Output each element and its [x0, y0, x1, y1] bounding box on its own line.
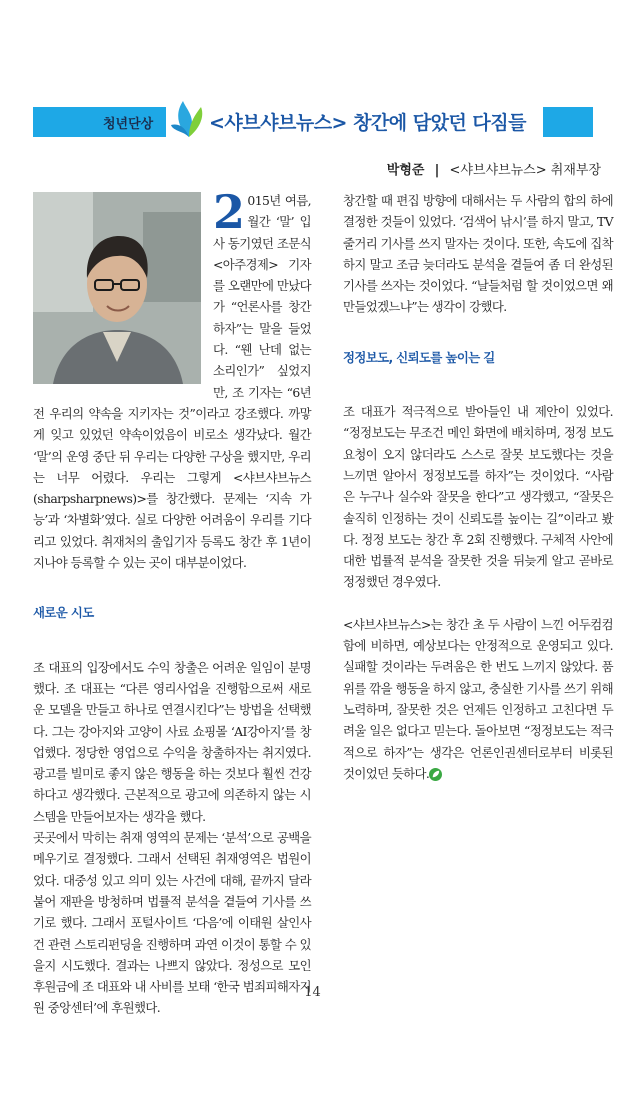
- author-photo: [33, 192, 201, 384]
- article-headline: <샤브샤브뉴스> 창간에 담았던 다짐들: [209, 112, 526, 134]
- right-column: [343, 190, 613, 784]
- header-band-right: [543, 107, 593, 137]
- author-role: <샤브샤브뉴스> 취재부장: [449, 163, 601, 178]
- paragraph-4: 창간할 때 편집 방향에 대해서는 두 사람의 합의 하에 결정한 것들이 있었다. ‘검색어 낚시’를 하지 말고, TV 줄거리 기사를 쓰지 말자는 것이다. 또한, 속도에 집착하지 말고 조금 늦더라도 분석을 곁들여 좀 더 완성된 기사를 쓰자는 것이었다. “날들처럼 할 것이었으면 왜 만들었겠느냐”는 생각이 강했다.: [343, 193, 613, 315]
- header-banner: [33, 107, 593, 137]
- author-name: 박형준: [386, 163, 425, 178]
- byline-separator: |: [434, 163, 440, 178]
- subhead-correction: 정정보도, 신뢰도를 높이는 길: [343, 349, 495, 365]
- page-number: 14: [304, 985, 321, 1000]
- paragraph-6-text: <샤브샤브뉴스>는 창간 초 두 사람이 느낀 어두컴컴함에 비하면, 예상보다는 안정적으로 운영되고 있다. 실패할 것이라는 두려움은 한 번도 느끼지 않았다. 품위를 깎을 행동을 하지 않고, 충실한 기사를 쓰기 위해 노력하며, 잘못한 것은 언제든 인정하고 고친다면 두려울 일은 없다고 믿는다. 돌아보면 “정정보도는 적극적으로 하자”는 생각은 언론인권센터로부터 비롯된 것이었던 듯하다.: [343, 616, 613, 781]
- dropcap: 2: [213, 185, 245, 239]
- paragraph-5: 조 대표가 적극적으로 받아들인 내 제안이 있었다. “정정보도는 무조건 메인 화면에 배치하며, 정정 보도 요청이 오지 않더라도 스스로 잘못 보도했다는 것을 느끼면 알아서 정정보도를 하자”는 것이었다. “사람은 누구나 실수와 잘못을 한다”고 생각했고, “잘못은 솔직히 인정하는 것이 신뢰도를 높이는 길”이라고 봤다. 정정 보도는 창간 후 2회 진행했다. 구체적 사안에 대한 법률적 분석을 잘못한 것을 뒤늦게 알고 곧바로 정정했던 경우였다.: [343, 404, 613, 590]
- byline: [387, 159, 601, 178]
- left-column: [33, 185, 311, 1019]
- leaf-end-icon: [429, 768, 442, 781]
- paragraph-2: 조 대표의 입장에서도 수익 창출은 어려운 일임이 분명했다. 조 대표는 “다른 영리사업을 진행함으로써 새로운 모델을 만들고 하나로 연결시킨다”는 방법을 선택했다. 그는 강아지와 고양이 사료 쇼핑몰 ‘AI강아지’를 창업했다. 정당한 영업으로 수익을 창출하자는 취지였다. 광고를 빌미로 좋지 않은 행동을 하는 것보다 훨씬 건강하다고 생각했다. 근본적으로 광고에 의존하지 않는 시스템을 만들어보자는 생각을 했다.: [33, 659, 311, 824]
- section-tag: 청년단상: [103, 117, 154, 132]
- subhead-new-attempt: 새로운 시도: [33, 605, 94, 621]
- paragraph-3: 곳곳에서 막히는 취재 영역의 문제는 ‘분석’으로 공백을 메우기로 결정했다. 그래서 선택된 취재영역은 법원이었다. 대중성 있고 의미 있는 사건에 대해, 끝까지 달라붙어 재판을 방청하며 법률적 분석을 곁들여 기사를 쓰기로 했다. 그래서 포털사이트 ‘다음’에 이태원 살인사건 관련 스토리펀딩을 진행하며 과연 이것이 통할 수 있을지 시도했다. 결과는 나쁘지 않았다. 정성으로 모인 후원금에 조 대표와 내 사비를 보태 ‘한국 범죄피해자지원 중앙센터’에 후원했다.: [33, 830, 311, 1016]
- portrait-illustration: [33, 192, 201, 384]
- paragraph-6: [343, 614, 613, 784]
- leaf-icon: [169, 97, 209, 141]
- lead-paragraph: 015년 여름, 월간 ‘말’ 입사 동기였던 조문식 <아주경제> 기자를 오랜만에 만났다가 “언론사를 창간하자”는 말을 들었다. “웬 난데 없는 소리인가” 싶었지만, 조 기자는 “6년 전 우리의 약속을 지키자는 것”이라고 강조했다. 까맣게 잊고 있었던 약속이었음이 비로소 생각났다. 월간 ‘말’의 운영 중단 뒤 우리는 다양한 구상을 했지만, 우리는 너무 어렸다. 우리는 그렇게 <샤브샤브뉴스 (sharpsharpnews)>를 창간했다. 문제는 ‘지속 가능’과 ‘차별화’였다. 실로 다양한 어려움이 우리를 기다리고 있었다. 취재처의 출입기자 등록도 창간 후 1년이 지나야 등록할 수 있는 곳이 대부분이었다.: [33, 193, 311, 571]
